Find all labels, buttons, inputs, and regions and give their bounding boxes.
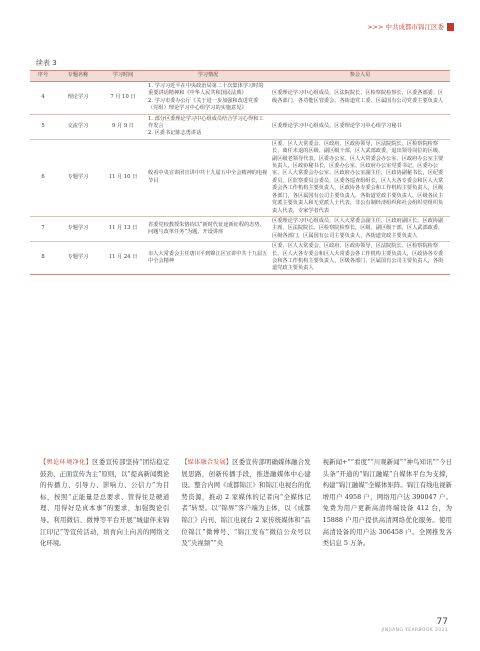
study-schedule-table bbox=[30, 70, 450, 275]
cell-content: 市人大常委会主任唐川平到锦江区宣讲中共十九届五中全会精神 bbox=[146, 242, 270, 275]
cell-content: 1. 部分区委理论学习中心组成员结合学习心得和工作发言 2. 区委书记陈志勇讲话 bbox=[146, 114, 270, 139]
header-no: 序号 bbox=[30, 71, 56, 82]
table-row bbox=[30, 82, 450, 115]
cell-people: 区委理论学习中心组成员，区法院院长、区检察院检察长，区委各部委、区级各部门、各功能区管委会、各街道党工委、区属国有公司党委主要负责人 bbox=[270, 82, 450, 115]
paragraph: 视新闻+”“看度”“川观新闻”“神鸟知讯”“今日头条”开通的“锦江融媒”自媒体平台为支撑，构建“锦江融媒”全媒体矩阵。锦江有线电视新增用户 4958 户，网络用户达 390047 户。免费为用户更新高清终端设备 412 台，为 15888 户用户提供高清网络优化服务。使用高清设备的用户达 306458 户。全网推发各类信息 5 万条。 bbox=[322, 458, 452, 548]
text-column bbox=[40, 457, 169, 550]
section-heading: 【舆论环境净化】 bbox=[40, 459, 93, 466]
cell-content: 收看中央宣讲团宣讲中共十九届五中全会精神的电视节目 bbox=[146, 139, 270, 216]
cell-people: 区委、区人大常委会、区政府、区政协领导，区法院院长、区检察院检察长，离任未退的区级、副区级干部，区人武部政委，退出领导岗位的区级、副区级老领导代表，区委办公室、区人大常委会办公室、区政府办公室主要负责人，区政协秘书长，区委办公室、区政府办公室党委书记，区委办公室、区人大常委会办公室、区政府办公室副主任，区政协副秘书长，区纪委委员，区监察委员会委员，区委各巡查组组长，区人大各专委会和区人大常委会各工作机构主要负责人，区政协各专委会和工作机构主要负责人，区级各部门，各区属国有公司主要负责人，各街道党政主要负责人，区级各民主党派主要负责人和无党派人士代表，非公有制经济组织和社会组织党组织负责人代表，专家学者代表 bbox=[270, 139, 450, 216]
body-text-columns bbox=[40, 457, 452, 550]
cell-people: 区委、区人大常委会、区政府、区政协领导，区法院院长、区检察院检察长，区人大各专委会和区人大常委会各工作机构主要负责人，区政协各专委会和各工作机构主要负责人，区级各部门，区属国有公司主要负责人，各街道党政主要负责人 bbox=[270, 242, 450, 275]
cell-date: 7 月 10 日 bbox=[100, 82, 146, 115]
paragraph: 区委宣传部坚持“团结稳定鼓劲、正面宣传为主”原则，以“提高新闻舆论的传播力、引导力、影响力、公信力”为目标，按照“正能量是总要求、管得住是硬道理、用得好是真本事”的要求，加强舆论引导。利用微信、微博等平台开展“城建伴来锦江印记”等宣传活动，培育向上向善的网络文化环境。 bbox=[40, 458, 170, 548]
header-date: 学习时间 bbox=[100, 71, 146, 82]
table-row bbox=[30, 114, 450, 139]
cell-topic: 专题学习 bbox=[56, 139, 100, 216]
table-header-row bbox=[30, 71, 450, 82]
cell-topic: 专题学习 bbox=[56, 242, 100, 275]
header-topic: 专题名称 bbox=[56, 71, 100, 82]
section-heading: 【媒体融合发展】 bbox=[181, 459, 233, 466]
cell-topic: 专题学习 bbox=[56, 216, 100, 241]
cell-topic: 交流学习 bbox=[56, 114, 100, 139]
header-people: 参会人员 bbox=[270, 71, 450, 82]
paragraph: 区委宣传部明确媒体融合发展思路，创新传播手段，推进融媒体中心建设。整合内网《成都锦江》和锦江电视台的优势资源，推动 2 家媒体的记者向“全媒体记者”转型。以“锦界”客户端为主体，以《成都锦江》内刊、锦江电视台 2 家传统媒体和“品位锦江”微博号、“锦江发布”微信公众号以及“央视频”“央 bbox=[181, 458, 311, 548]
header-content: 学习情况 bbox=[146, 71, 270, 82]
header-tab-marker bbox=[447, 23, 454, 31]
cell-content: 省委党校教授朱恪钧以“新时代征途新征程的态势、问题与改革任务”为题，开设讲座 bbox=[146, 216, 270, 241]
cell-no: 5 bbox=[30, 114, 56, 139]
cell-date: 11 月 24 日 bbox=[100, 242, 146, 275]
page-footer bbox=[381, 617, 448, 633]
cell-no: 4 bbox=[30, 82, 56, 115]
cell-date: 11 月 10 日 bbox=[100, 139, 146, 216]
cell-no: 6 bbox=[30, 139, 56, 216]
running-header-text: >>> 中共成都市锦江区委 bbox=[367, 23, 444, 31]
text-column bbox=[323, 457, 452, 550]
cell-content: 1. 学习习近平在中央政治局第二十次集体学习时的重要讲话精神和《中华人民共和国民法典》 2. 学习市委办公厅《关于进一步加强和改进党委（党组）理论学习中心组学习的实施意见》 bbox=[146, 82, 270, 115]
cell-date: 11 月 13 日 bbox=[100, 216, 146, 241]
text-column bbox=[181, 457, 310, 550]
table-row bbox=[30, 139, 450, 216]
page-number: 77 bbox=[436, 617, 448, 627]
table-row bbox=[30, 242, 450, 275]
cell-no: 8 bbox=[30, 242, 56, 275]
cell-no: 7 bbox=[30, 216, 56, 241]
cell-topic: 理论学习 bbox=[56, 82, 100, 115]
running-header bbox=[367, 22, 454, 31]
yearbook-label: JINJIANG YEARBOOK 2021 bbox=[381, 628, 448, 633]
cell-people: 区委理论学习中心组成员，区人大常委会副主任，区政府副区长，区政协副主席，区法院院长、区检察院检察长，区级、副区级干部，区人武部政委，区级各部门，区属国有公司主要负责人，各街道党政主要负责人 bbox=[270, 216, 450, 241]
table-row bbox=[30, 216, 450, 241]
table-caption: 续表 3 bbox=[36, 59, 57, 67]
cell-date: 9 月 9 日 bbox=[100, 114, 146, 139]
cell-people: 区委理论学习中心组成员，区委理论学习中心组学习秘书 bbox=[270, 114, 450, 139]
